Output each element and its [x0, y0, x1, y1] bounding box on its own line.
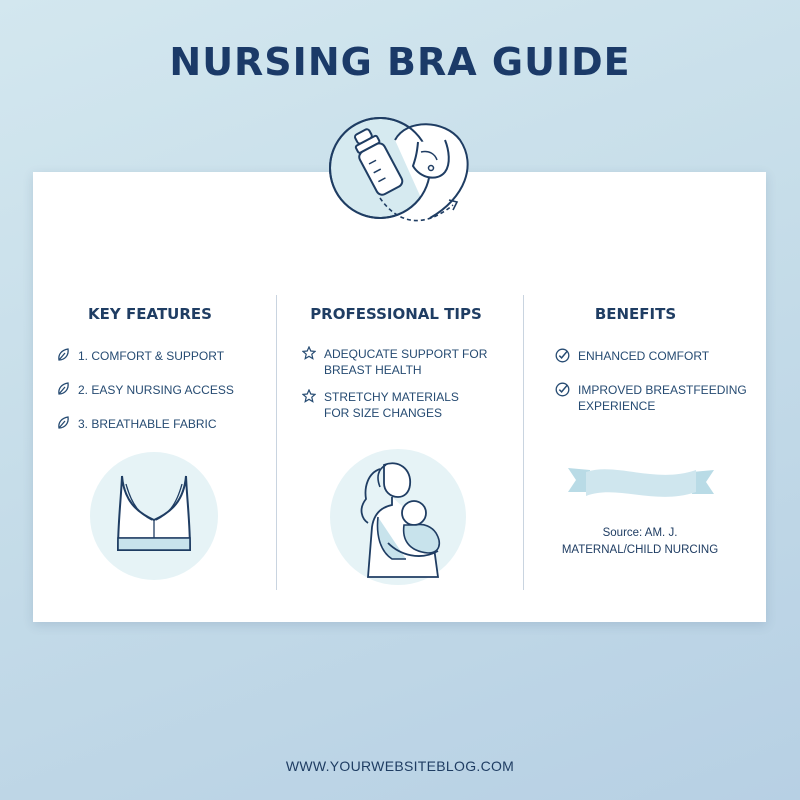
list-item	[302, 346, 487, 378]
feature-label: 2. EASY NURSING ACCESS	[78, 383, 234, 397]
column-divider-right	[523, 295, 524, 590]
nursing-bra-illustration	[88, 450, 220, 582]
check-circle-icon	[555, 348, 570, 363]
column-divider-left	[276, 295, 277, 590]
leaf-icon	[57, 382, 70, 396]
list-item	[57, 348, 224, 364]
benefit-label: IMPROVED BREASTFEEDING EXPERIENCE	[578, 383, 747, 413]
star-icon	[302, 389, 316, 403]
check-circle-icon	[555, 382, 570, 397]
tip-label: STRETCHY MATERIALS FOR SIZE CHANGES	[324, 390, 459, 420]
website-footer: WWW.YOURWEBSITEBLOG.COM	[285, 758, 515, 774]
key-features-heading: KEY FEATURES	[88, 305, 212, 323]
benefits-heading: BENEFITS	[594, 305, 677, 323]
mother-and-baby-illustration	[328, 447, 468, 587]
leaf-icon	[57, 348, 70, 362]
leaf-icon	[57, 416, 70, 430]
star-icon	[302, 346, 316, 360]
list-item	[57, 382, 234, 398]
source-citation: Source: AM. J. MATERNAL/CHILD NURCING	[561, 527, 719, 556]
feature-label: 3. BREATHABLE FABRIC	[78, 417, 217, 431]
tip-label: ADEQUCATE SUPPORT FOR BREAST HEALTH	[324, 347, 488, 377]
list-item	[57, 416, 217, 432]
ribbon-banner	[566, 462, 716, 512]
professional-tips-heading: PROFESSIONAL TIPS	[310, 305, 482, 323]
list-item	[555, 348, 709, 364]
feature-label: 1. COMFORT & SUPPORT	[78, 349, 225, 363]
bottle-and-bra-icon	[325, 110, 475, 242]
list-item	[302, 389, 459, 421]
benefit-label: ENHANCED COMFORT	[578, 349, 710, 363]
page-title: NURSING BRA GUIDE	[169, 40, 631, 84]
list-item	[555, 382, 800, 414]
